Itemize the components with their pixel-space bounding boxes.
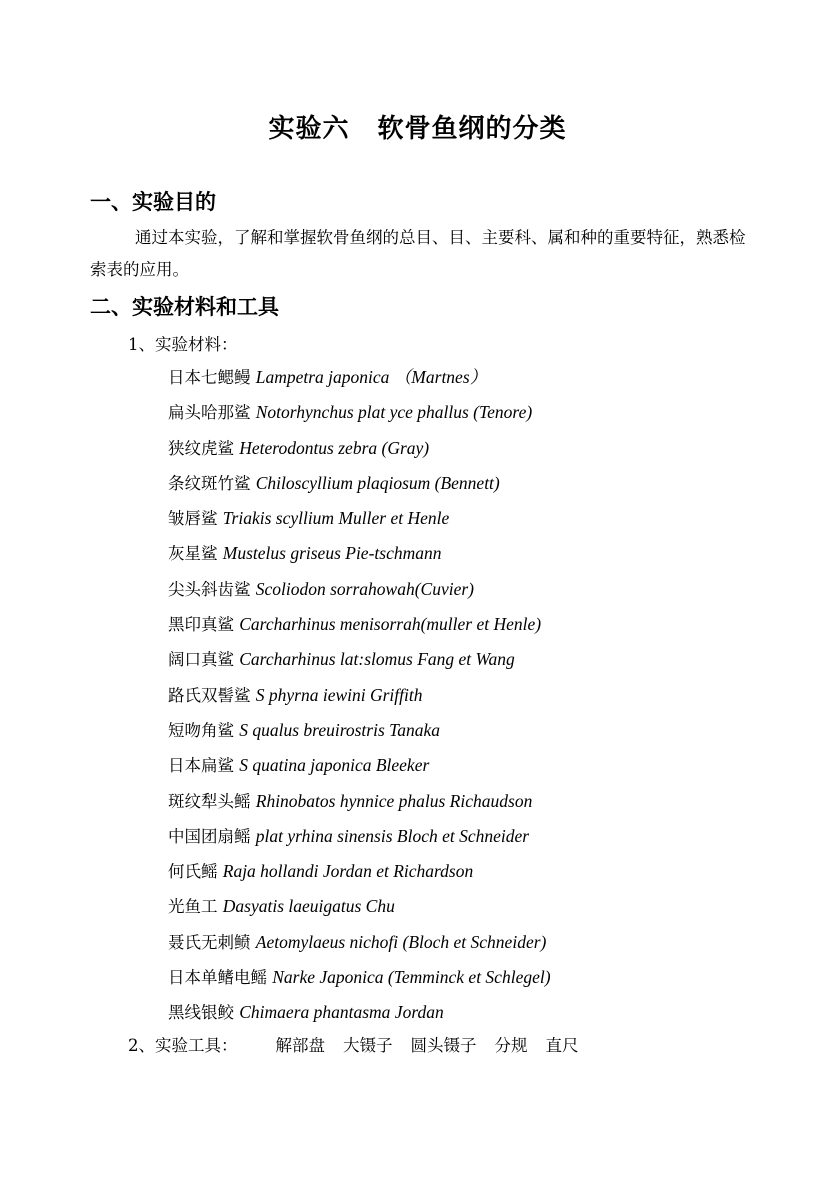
species-item xyxy=(168,891,551,926)
tool-item: 直尺 xyxy=(545,1036,579,1055)
species-item xyxy=(168,715,551,750)
species-chinese-name: 日本扁鲨 xyxy=(168,756,234,776)
species-item xyxy=(168,362,551,397)
species-chinese-name: 中国团扇鳐 xyxy=(168,826,251,846)
species-latin-name: Raja hollandi Jordan et Richardson xyxy=(222,861,474,882)
section-heading-materials-tools: 二、实验材料和工具 xyxy=(90,295,279,319)
species-latin-name: Rhinobatos hynnice phalus Richaudson xyxy=(255,790,533,811)
species-latin-name: Chimaera phantasma Jordan xyxy=(239,1002,444,1023)
species-chinese-name: 皱唇鲨 xyxy=(168,509,218,529)
species-item xyxy=(168,503,551,538)
species-latin-name: Carcharhinus menisorrah(muller et Henle) xyxy=(239,614,542,635)
species-chinese-name: 灰星鲨 xyxy=(168,544,218,564)
tools-line xyxy=(128,1032,597,1056)
species-latin-name: Narke Japonica (Temminck et Schlegel) xyxy=(272,967,551,988)
species-item xyxy=(168,397,551,432)
species-latin-name: S qualus breuirostris Tanaka xyxy=(239,719,441,740)
species-chinese-name: 黑印真鲨 xyxy=(168,615,234,635)
title-topic: 软骨鱼纲的分类 xyxy=(377,114,567,144)
species-chinese-name: 斑纹犁头鳐 xyxy=(168,791,251,811)
tool-item: 大镊子 xyxy=(343,1036,393,1055)
section-heading-purpose: 一、实验目的 xyxy=(90,190,216,214)
species-chinese-name: 何氏鳐 xyxy=(168,862,218,882)
species-chinese-name: 短吻角鲨 xyxy=(168,720,234,740)
tool-item: 分规 xyxy=(494,1036,528,1055)
species-item xyxy=(168,644,551,679)
materials-label: 1、实验材料： xyxy=(128,335,238,354)
species-item xyxy=(168,856,551,891)
species-latin-name: Dasyatis laeuigatus Chu xyxy=(222,896,395,917)
species-latin-name: Aetomylaeus nichofi (Bloch et Schneider) xyxy=(255,931,547,952)
tools-label: 2、实验工具： xyxy=(128,1036,238,1055)
species-chinese-name: 条纹斑竹鲨 xyxy=(168,473,251,493)
species-latin-name: Mustelus griseus Pie-tschmann xyxy=(222,543,442,564)
species-chinese-name: 阔口真鲨 xyxy=(168,650,234,670)
species-latin-name: S quatina japonica Bleeker xyxy=(239,755,430,776)
species-latin-name: Carcharhinus lat:slomus Fang et Wang xyxy=(239,649,515,670)
species-item xyxy=(168,433,551,468)
species-chinese-name: 狭纹虎鲨 xyxy=(168,438,234,458)
species-item xyxy=(168,750,551,785)
species-chinese-name: 聂氏无刺鲼 xyxy=(168,932,251,952)
species-latin-name: Heterodontus zebra (Gray) xyxy=(239,437,430,458)
species-chinese-name: 日本七鳃鳗 xyxy=(168,368,251,387)
species-item xyxy=(168,786,551,821)
species-list xyxy=(168,362,551,1033)
species-latin-name: S phyrna iewini Griffith xyxy=(255,684,423,705)
species-chinese-name: 扁头哈那鲨 xyxy=(168,403,251,423)
species-latin-name: Notorhynchus plat yce phallus (Tenore) xyxy=(255,402,533,423)
species-chinese-name: 黑线银鲛 xyxy=(168,1003,234,1023)
species-latin-name: Triakis scyllium Muller et Henle xyxy=(222,508,450,529)
species-item xyxy=(168,962,551,997)
species-item xyxy=(168,609,551,644)
species-item xyxy=(168,680,551,715)
species-item xyxy=(168,927,551,962)
species-chinese-name: 路氏双髻鲨 xyxy=(168,685,251,705)
species-latin-name: Chiloscyllium plaqiosum (Bennett) xyxy=(255,472,500,493)
species-latin-name: plat yrhina sinensis Bloch et Schneider xyxy=(255,825,530,846)
species-item xyxy=(168,821,551,856)
purpose-paragraph: 通过本实验，了解和掌握软骨鱼纲的总目、目、主要科、属和种的重要特征，熟悉检索表的应用。 xyxy=(90,228,746,279)
tool-item: 圆头镊子 xyxy=(410,1036,477,1055)
species-latin-name: Lampetra japonica （Martnes） xyxy=(255,367,488,387)
page-title xyxy=(0,108,835,145)
species-chinese-name: 光鱼工 xyxy=(168,897,218,917)
tool-item: 解部盘 xyxy=(275,1036,325,1055)
species-chinese-name: 尖头斜齿鲨 xyxy=(168,579,251,599)
species-item xyxy=(168,468,551,503)
species-latin-name: Scoliodon sorrahowah(Cuvier) xyxy=(255,578,475,599)
species-item xyxy=(168,997,551,1032)
species-item xyxy=(168,538,551,573)
species-chinese-name: 日本单鳍电鳐 xyxy=(168,968,267,988)
species-item xyxy=(168,574,551,609)
title-experiment-number: 实验六 xyxy=(268,114,350,144)
